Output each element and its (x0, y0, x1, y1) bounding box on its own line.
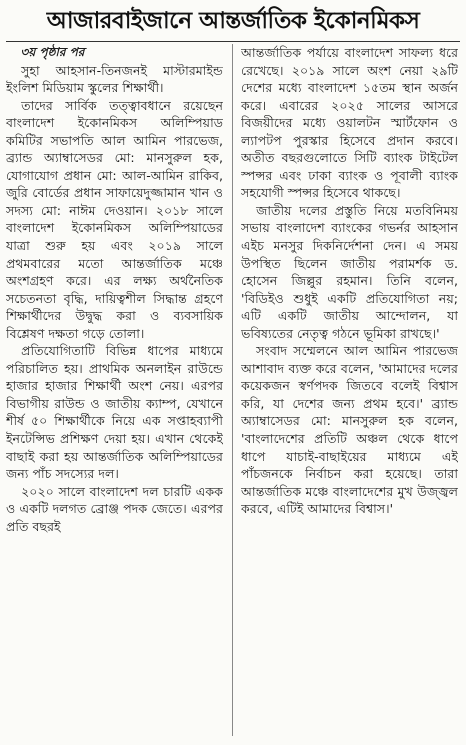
paragraph: সুহা আহসান-তিনজনই মাস্টারমাইন্ড ইংলিশ মিডিয়াম স্কুলের শিক্ষার্থী। (6, 62, 223, 96)
headline-rule (6, 41, 460, 42)
article-column-right (241, 44, 458, 518)
column-divider (232, 44, 233, 736)
article-headline: আজারবাইজানে আন্তর্জাতিক ইকোনমিকস (46, 7, 420, 34)
paragraph: ২০২০ সালে বাংলাদেশ দল চারটি একক ও একটি দলগত ব্রোঞ্জ পদক জেতে। এরপর প্রতি বছরই (6, 483, 223, 534)
paragraph: জাতীয় দলের প্রস্তুতি নিয়ে মতবিনিময় সভায় বাংলাদেশ ব্যাংকের গভর্নর আহসান এইচ মনসুর দিকনির্দেশনা দেন। এ সময় উপস্থিত ছিলেন জাতীয় পরামর্শক ড. হোসেন জিল্লুর রহমান। তিনি বলেন, 'বিডিইও শুধুই একটি প্রতিযোগিতা নয়; এটি একটি জাতীয় আন্দোলন, যা ভবিষ্যতের নেতৃত্ব গঠনে ভূমিকা রাখছে।' (241, 202, 458, 341)
paragraph: প্রতিযোগিতাটি বিভিন্ন ধাপের মাধ্যমে পরিচালিত হয়। প্রাথমিক অনলাইন রাউন্ডে হাজার হাজার শিক্ষার্থী অংশ নেয়। এরপর বিভাগীয় রাউন্ড ও জাতীয় ক্যাম্প, যেখানে শীর্ষ ৫০ শিক্ষার্থীকে নিয়ে এক সপ্তাহব্যাপী ইনটেন্সিভ প্রশিক্ষণ দেয়া হয়। এখান থেকেই বাছাই করা হয় আন্তর্জাতিক অলিম্পিয়াডের জন্য পাঁচ সদস্যের দল। (6, 343, 223, 482)
paragraph: সংবাদ সম্মেলনে আল আমিন পারভেজ আশাবাদ ব্যক্ত করে বলেন, 'আমাদের দলের কয়েকজন স্বর্ণপদক জিতবে বলেই বিশ্বাস করি, যা দেশের জন্য প্রথম হবে।' ব্র্যান্ড অ্যাম্বাসেডর মো: মানসুরুল হক বলেন, 'বাংলাদেশের প্রতিটি অঞ্চল থেকে ধাপে ধাপে যাচাই-বাছাইয়ের মাধ্যমে এই পাঁচজনকে নির্বাচন করা হয়েছে। তারা আন্তর্জাতিক মঞ্চে বাংলাদেশের মুখ উজ্জ্বল করবে, এটিই আমাদের বিশ্বাস।' (241, 343, 458, 517)
paragraph: আন্তর্জাতিক পর্যায়ে বাংলাদেশ সাফল্য ধরে রেখেছে। ২০১৯ সালে অংশ নেয়া ২৯টি দেশের মধ্যে বাংলাদেশ ১৫তম স্থান অর্জন করে। এবারের ২০২৫ সালের আসরে বিজয়ীদের মধ্যে ওয়ালটন স্মার্টফোন ও ল্যাপটপ পুরস্কার হিসেবে প্রদান করবে। অতীত বছরগুলোতে সিটি ব্যাংক টাইটেল স্পন্সর এবং ঢাকা ব্যাংক ও পূবালী ব্যাংক সহযোগী স্পন্সর হিসেবে থাকছে। (241, 45, 458, 201)
article-column-left (6, 44, 223, 535)
continued-from-label: ৩য় পৃষ্ঠার পর (20, 45, 85, 59)
paragraph: তাদের সার্বিক তত্ত্বাবধানে রয়েছেন বাংলাদেশ ইকোনমিকস অলিম্পিয়াড কমিটির সভাপতি আল আমিন পারভেজ, ব্র্যান্ড অ্যাম্বাসেডর মো: মানসুরুল হক, যোগাযোগ প্রধান মো: আল-আমিন রাকিব, জুরি বোর্ডের প্রধান সাফায়েদুজ্জামান খান ও সদস্য মো: নাঈম দেওয়ান। ২০১৮ সালে বাংলাদেশ ইকোনমিকস অলিম্পিয়াডের যাত্রা শুরু হয় এবং ২০১৯ সালে প্রথমবারের মতো আন্তর্জাতিক মঞ্চে অংশগ্রহণ করে। এর লক্ষ্য অর্থনৈতিক সচেতনতা বৃদ্ধি, দায়িত্বশীল সিদ্ধান্ত গ্রহণে শিক্ষার্থীদের উদ্বুদ্ধ করা ও ব্যবসায়িক বিশ্লেষণ দক্ষতা গড়ে তোলা। (6, 97, 223, 341)
